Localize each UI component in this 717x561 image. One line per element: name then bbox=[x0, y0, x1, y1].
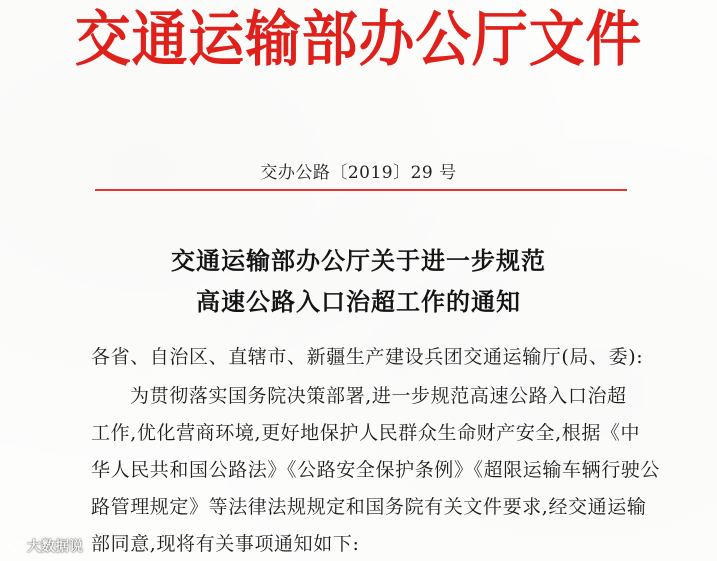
notice-title-line-2: 高速公路入口治超工作的通知 bbox=[196, 288, 521, 316]
watermark-text: 大数据说 bbox=[27, 539, 83, 555]
body-line: 华人民共和国公路法》《公路安全保护条例》《超限运输车辆行驶公 bbox=[91, 459, 661, 481]
body-line: 为贯彻落实国务院决策部署,进一步规范高速公路入口治超 bbox=[130, 385, 627, 407]
agency-header-title: 交通运输部办公厅文件 bbox=[74, 5, 643, 75]
addressee-line: 各省、自治区、直辖市、新疆生产建设兵团交通运输厅(局、委): bbox=[91, 346, 644, 368]
body-line: 路管理规定》等法律法规规定和国务院有关文件要求,经交通运输 bbox=[91, 496, 647, 518]
notice-title-line-1: 交通运输部办公厅关于进一步规范 bbox=[171, 247, 546, 275]
watermark bbox=[6, 536, 83, 556]
body-line: 部同意,现将有关事项通知如下: bbox=[91, 533, 360, 555]
body-line: 工作,优化营商环境,更好地保护人民群众生命财产安全,根据《中 bbox=[91, 422, 641, 444]
document-number: 交办公路〔2019〕29 号 bbox=[260, 163, 457, 183]
red-divider-line bbox=[95, 189, 627, 191]
watermark-logo-icon bbox=[6, 538, 24, 554]
